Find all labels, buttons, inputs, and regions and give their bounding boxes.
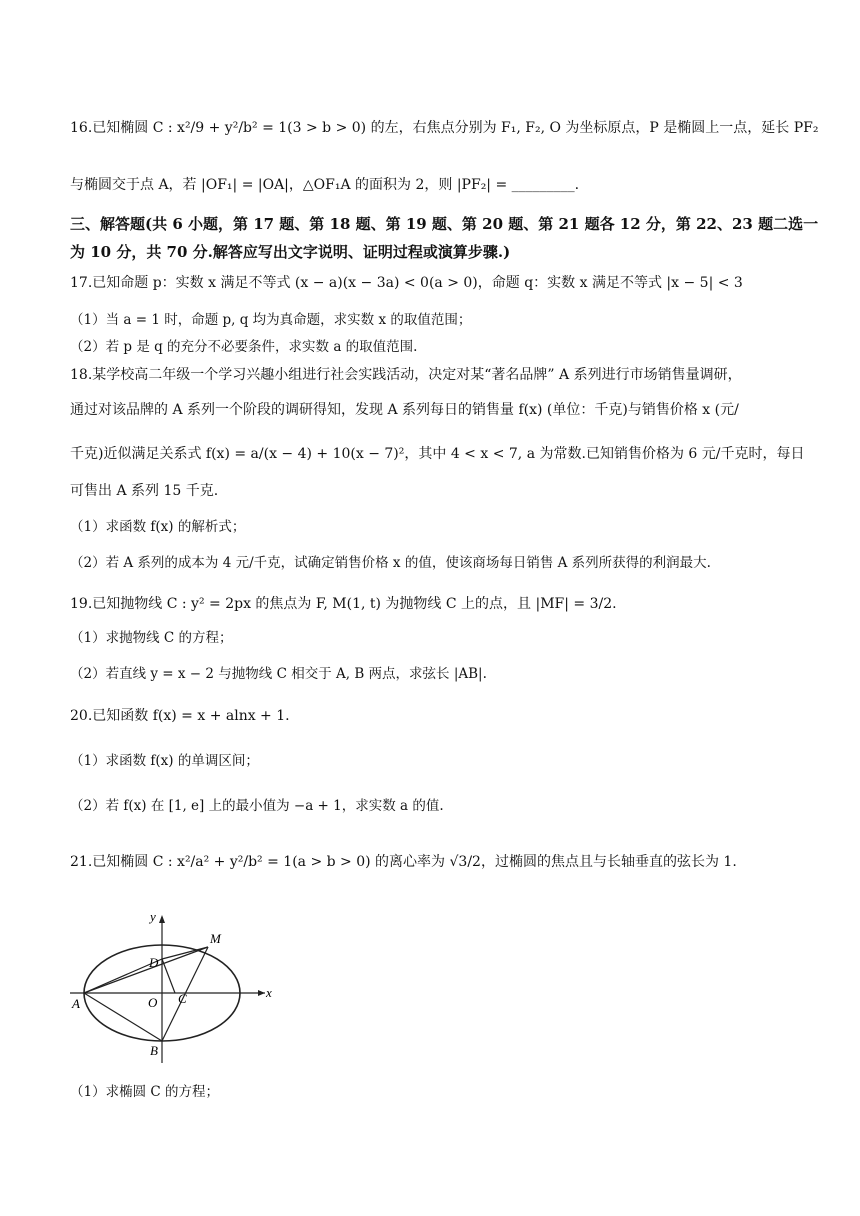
label-C: C [178, 991, 187, 1006]
q16-line2: 与椭圆交于点 A，若 |OF₁| = |OA|，△OF₁A 的面积为 2，则 |PF₂| = _________. [70, 177, 580, 193]
q18-line2: 通过对该品牌的 A 系列一个阶段的调研得知，发现 A 系列每日的销售量 f(x) (单位：千克)与销售价格 x (元/ [70, 402, 739, 418]
segment-DM [162, 947, 208, 959]
q17-stem: 17.已知命题 p：实数 x 满足不等式 (x − a)(x − 3a) < 0(a > 0)，命题 q：实数 x 满足不等式 |x − 5| < 3 [70, 275, 743, 291]
q20-stem: 20.已知函数 f(x) = x + alnx + 1. [70, 708, 290, 724]
q21-stem: 21.已知椭圆 C : x²/a² + y²/b² = 1(a > b > 0) 的离心率为 √3/2，过椭圆的焦点且与长轴垂直的弦长为 1. [70, 854, 737, 870]
label-y: y [150, 909, 156, 924]
q19-part1: （1）求抛物线 C 的方程； [70, 630, 233, 646]
label-B: B [150, 1043, 158, 1058]
ellipse-figure [70, 905, 296, 1065]
label-x: x [266, 985, 272, 1000]
y-axis-arrow [159, 915, 165, 923]
section3-heading-line1: 三、解答题(共 6 小题，第 17 题、第 18 题、第 19 题、第 20 题、第 21 题各 12 分，第 22、23 题二选一 [70, 215, 819, 233]
q19-part2: （2）若直线 y = x − 2 与抛物线 C 相交于 A, B 两点，求弦长 |AB|. [70, 666, 487, 682]
section3-heading-line2: 为 10 分，共 70 分.解答应写出文字说明、证明过程或演算步骤.) [70, 243, 511, 261]
q16-line1: 16.已知椭圆 C : x²/9 + y²/b² = 1(3 > b > 0) 的左，右焦点分别为 F₁, F₂, O 为坐标原点，P 是椭圆上一点，延长 PF₂ [70, 120, 819, 136]
q17-part1: （1）当 a = 1 时，命题 p, q 均为真命题，求实数 x 的取值范围； [70, 312, 472, 328]
label-M: M [210, 931, 221, 946]
q18-line1: 18.某学校高二年级一个学习兴趣小组进行社会实践活动，决定对某“著名品牌” A 系列进行市场销售量调研， [70, 367, 742, 383]
q21-part1: （1）求椭圆 C 的方程； [70, 1084, 220, 1100]
label-D: D [149, 955, 159, 970]
segment-DC [162, 959, 175, 993]
q19-stem: 19.已知抛物线 C : y² = 2px 的焦点为 F, M(1, t) 为抛物线 C 上的点，且 |MF| = 3/2. [70, 596, 617, 612]
q20-part2: （2）若 f(x) 在 [1, e] 上的最小值为 −a + 1，求实数 a 的值. [70, 798, 444, 814]
q18-part2: （2）若 A 系列的成本为 4 元/千克，试确定销售价格 x 的值，使该商场每日销售 A 系列所获得的利润最大. [70, 555, 711, 571]
q18-line3: 千克)近似满足关系式 f(x) = a/(x − 4) + 10(x − 7)²，其中 4 < x < 7, a 为常数.已知销售价格为 6 元/千克时，每日 [70, 446, 805, 462]
q20-part1: （1）求函数 f(x) 的单调区间； [70, 753, 259, 769]
ellipse-diagram [70, 905, 296, 1065]
q17-part2: （2）若 p 是 q 的充分不必要条件，求实数 a 的取值范围. [70, 339, 418, 355]
label-A: A [72, 996, 80, 1011]
q18-line4: 可售出 A 系列 15 千克. [70, 483, 219, 499]
q18-part1: （1）求函数 f(x) 的解析式； [70, 519, 246, 535]
x-axis-arrow [258, 990, 265, 996]
label-O: O [148, 995, 158, 1010]
